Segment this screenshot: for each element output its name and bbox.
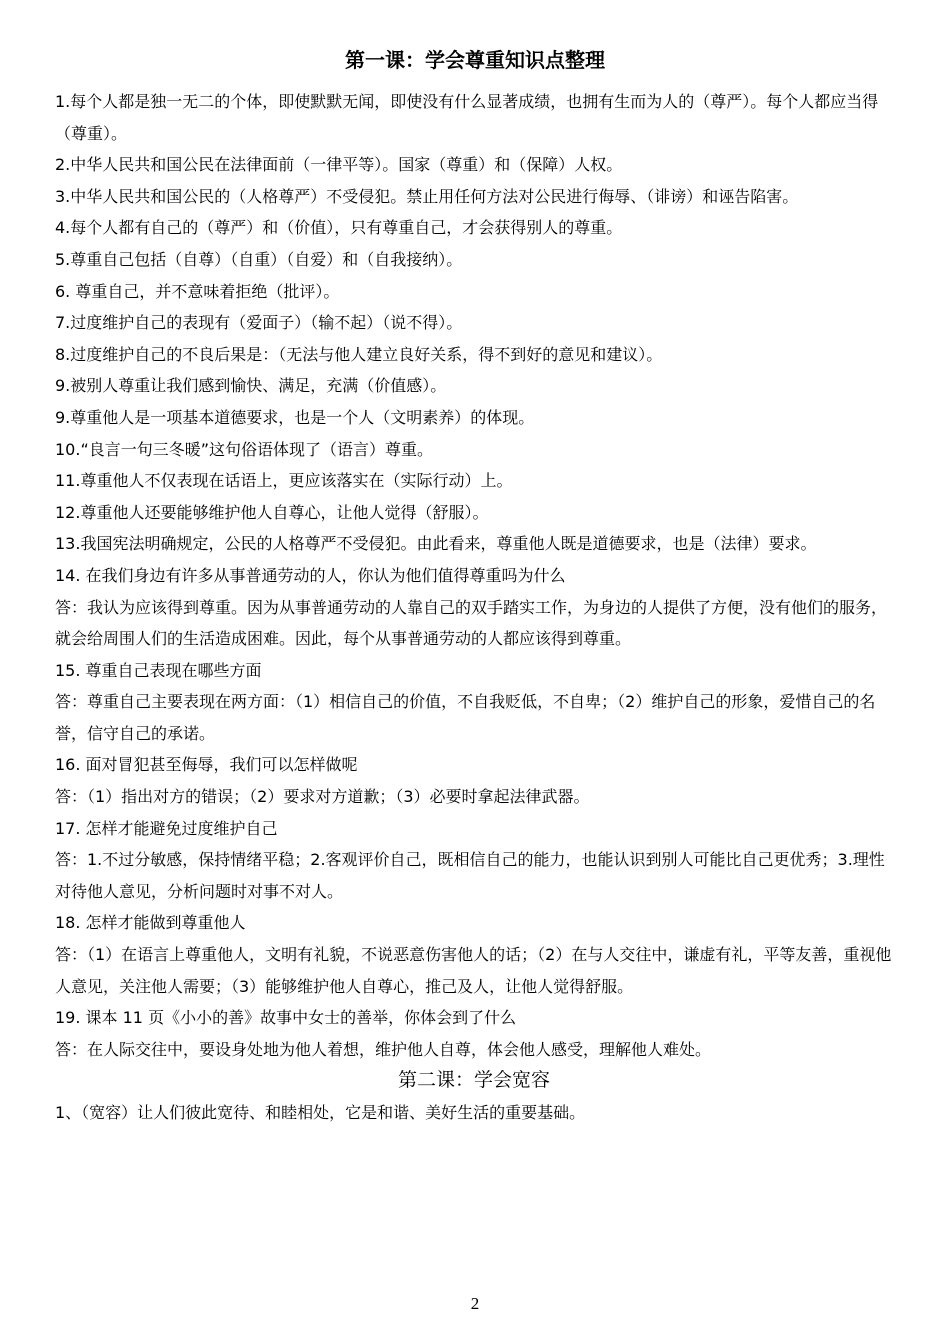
question-14: 14. 在我们身边有许多从事普通劳动的人，你认为他们值得尊重吗为什么 — [55, 565, 566, 585]
page-number: 2 — [470, 1294, 480, 1313]
section-2-item-1: 1、（宽容）让人们彼此宽待、和睦相处，它是和谐、美好生活的重要基础。 — [55, 1103, 586, 1122]
item-10: 10.“良言一句三冬暖”这句俗语体现了（语言）尊重。 — [55, 439, 434, 459]
answer-16: 答：（1）指出对方的错误；（2）要求对方道歉；（3）必要时拿起法律武器。 — [55, 787, 590, 807]
item-8: 8.过度维护自己的不良后果是：（无法与他人建立良好关系，得不到好的意见和建议）。 — [55, 344, 663, 364]
item-9a: 9.被别人尊重让我们感到愉快、满足，充满（价值感）。 — [55, 376, 447, 396]
item-2: 2.中华人民共和国公民在法律面前（一律平等）。国家（尊重）和（保障）人权。 — [55, 155, 623, 175]
document-body — [55, 86, 893, 1129]
question-17: 17. 怎样才能避免过度维护自己 — [55, 818, 278, 838]
question-19: 19. 课本 11 页《小小的善》故事中女士的善举，你体会到了什么 — [55, 1008, 517, 1028]
section-2-title: 第二课：学会宽容 — [397, 1069, 550, 1092]
page-title: 第一课：学会尊重知识点整理 — [345, 48, 605, 72]
answer-17: 答：1.不过分敏感，保持情绪平稳；2.客观评价自己，既相信自己的能力，也能认识到别人可能比自己更优秀；3.理性对待他人意见，分析问题时对事不对人。 — [55, 850, 885, 901]
item-9b: 9.尊重他人是一项基本道德要求，也是一个人（文明素养）的体现。 — [55, 407, 535, 427]
item-7: 7.过度维护自己的表现有（爱面子）（输不起）（说不得）。 — [55, 313, 463, 333]
item-11: 11.尊重他人不仅表现在话语上，更应该落实在（实际行动）上。 — [55, 471, 513, 491]
question-15: 15. 尊重自己表现在哪些方面 — [55, 660, 262, 680]
item-12: 12.尊重他人还要能够维护他人自尊心，让他人觉得（舒服）。 — [55, 502, 489, 522]
question-18: 18. 怎样才能做到尊重他人 — [55, 913, 246, 933]
item-6: 6. 尊重自己，并不意味着拒绝（批评）。 — [55, 281, 340, 301]
item-5: 5.尊重自己包括（自尊）（自重）（自爱）和（自我接纳）。 — [55, 249, 463, 269]
item-1: 1.每个人都是独一无二的个体，即使默默无闻，即使没有什么显著成绩，也拥有生而为人的（尊严）。每个人都应当得（尊重）。 — [55, 92, 879, 143]
item-13: 13.我国宪法明确规定，公民的人格尊严不受侵犯。由此看来，尊重他人既是道德要求，也是（法律）要求。 — [55, 534, 817, 554]
item-4: 4.每个人都有自己的（尊严）和（价值），只有尊重自己，才会获得别人的尊重。 — [55, 218, 623, 238]
answer-18: 答：（1）在语言上尊重他人，文明有礼貌，不说恶意伤害他人的话；（2）在与人交往中，谦虚有礼，平等友善，重视他人意见，关注他人需要；（3）能够维护他人自尊心，推己及人，让他人觉得舒服。 — [55, 945, 892, 996]
question-16: 16. 面对冒犯甚至侮辱，我们可以怎样做呢 — [55, 755, 358, 775]
item-3: 3.中华人民共和国公民的（人格尊严）不受侵犯。禁止用任何方法对公民进行侮辱、（诽谤）和诬告陷害。 — [55, 186, 799, 206]
answer-15: 答：尊重自己主要表现在两方面：（1）相信自己的价值，不自我贬低，不自卑；（2）维护自己的形象，爱惜自己的名誉，信守自己的承诺。 — [55, 692, 876, 743]
answer-19: 答：在人际交往中，要设身处地为他人着想，维护他人自尊，体会他人感受，理解他人难处。 — [55, 1039, 712, 1059]
answer-14: 答：我认为应该得到尊重。因为从事普通劳动的人靠自己的双手踏实工作，为身边的人提供了方便，没有他们的服务，就会给周围人们的生活造成困难。因此，每个从事普通劳动的人都应该得到尊重。 — [55, 597, 888, 649]
